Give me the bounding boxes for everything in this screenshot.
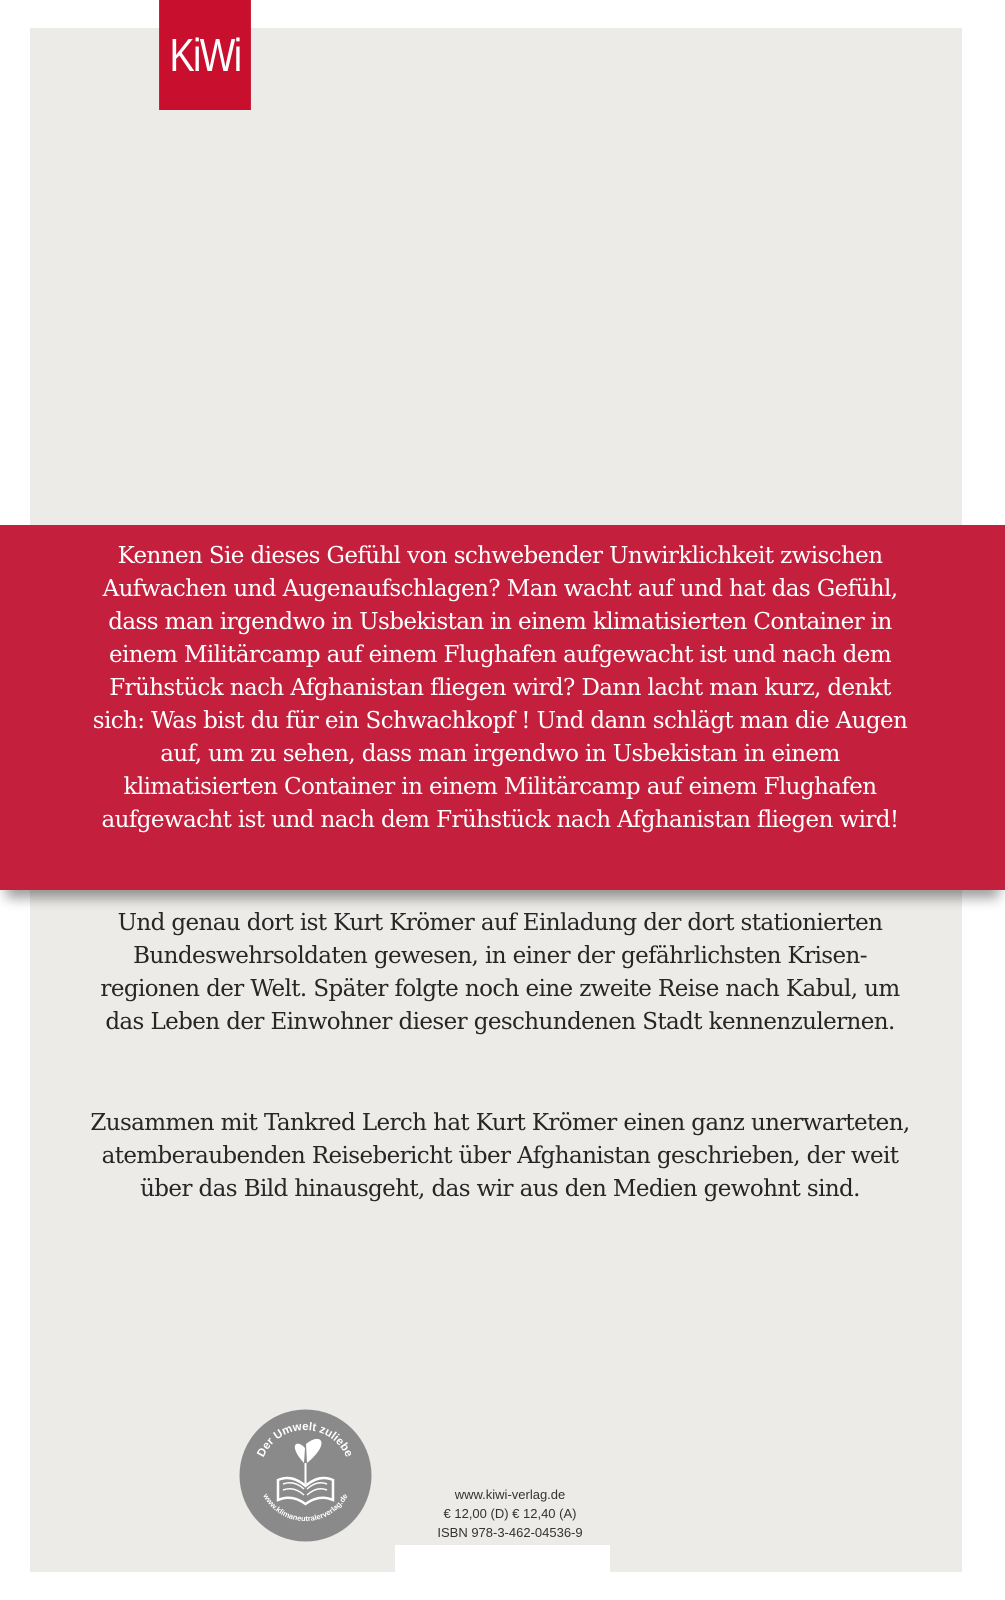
climate-neutral-badge — [238, 1408, 373, 1543]
description-paragraph-2: Zusammen mit Tankred Lerch hat Kurt Krömer einen ganz unerwarteten, atemberaubenden Reisebericht über Afghanistan geschrieben, der weit über das Bild hinausgeht, das wir aus den Medien gewohnt sind. — [90, 1110, 910, 1202]
barcode-area — [395, 1545, 610, 1590]
badge-bottom-text: www.klimaneutralerverlag.de — [261, 1492, 350, 1524]
badge-top-text: Der Umwelt zuliebe — [255, 1420, 355, 1460]
isbn: ISBN 978-3-462-04536-9 — [437, 1525, 583, 1540]
publisher-logo: KiWi — [159, 0, 251, 110]
highlight-blurb: Kennen Sie dieses Gefühl von schwebender Unwirklichkeit zwischen Aufwachen und Augenaufschlagen? Man wacht auf und hat das Gefühl, dass man irgendwo in Usbekistan in einem klimatisierten Container in einem Militärcamp auf einem Flughafen aufgewacht ist und nach dem Frühstück nach Afghanistan fliegen wird? Dann lacht man kurz, denkt sich: Was bist du für ein Schwachkopf ! Und dann schlägt man die Augen auf, um zu sehen, dass man irgendwo in Usbekistan in einem klimatisierten Container in einem Militärcamp auf einem Flughafen aufgewacht ist und nach dem Frühstück nach Afghanistan fliegen wird! — [92, 543, 908, 833]
publisher-website: www.kiwi-verlag.de — [454, 1487, 566, 1502]
description-paragraph-1: Und genau dort ist Kurt Krömer auf Einladung der dort stationierten Bundeswehrsoldaten gewesen, in einer der gefährlichsten Krisen-regionen der Welt. Später folgte noch eine zweite Reise nach Kabul, um das Leben der Einwohner dieser geschundenen Stadt kennenzulernen. — [100, 910, 900, 1035]
price-info: € 12,00 (D) € 12,40 (A) — [443, 1506, 577, 1521]
imprint-block — [420, 1485, 600, 1542]
